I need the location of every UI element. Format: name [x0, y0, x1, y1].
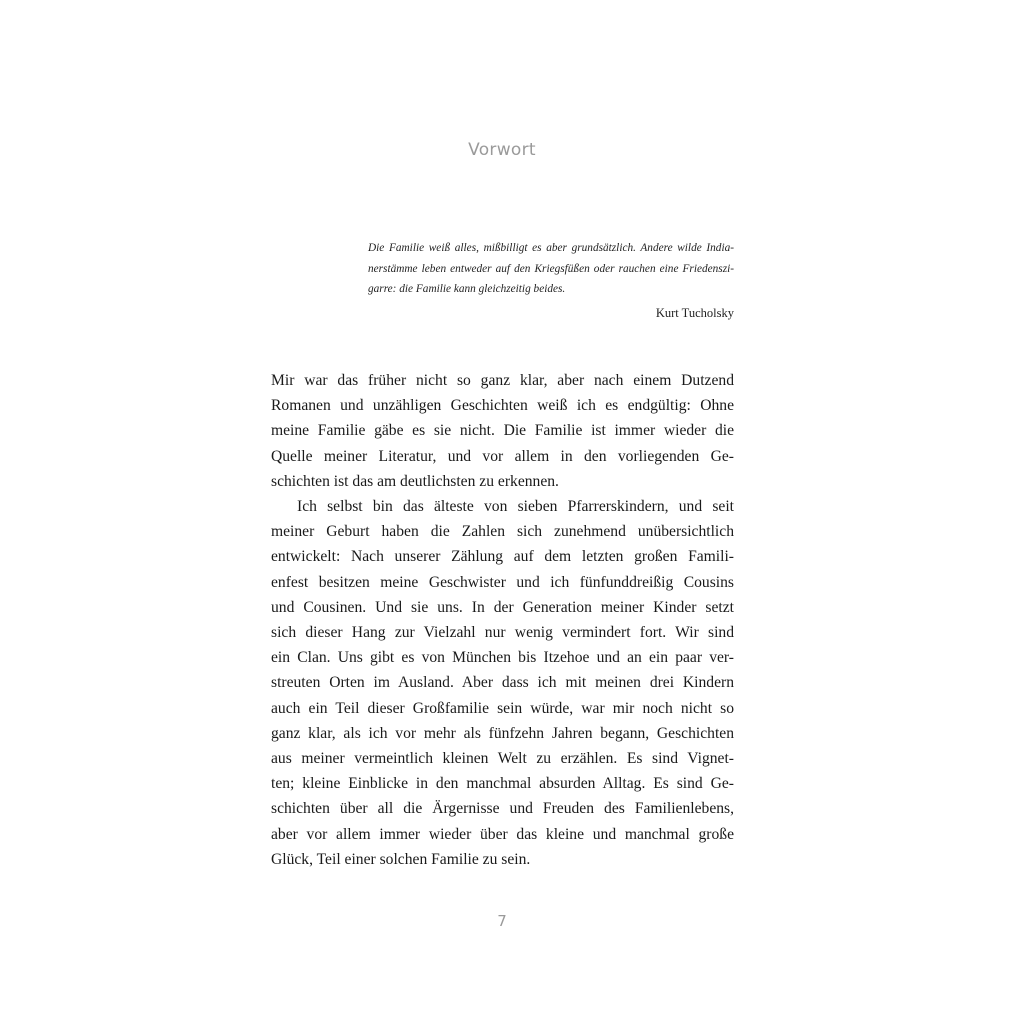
text-line: schichten ist das am deutlichsten zu erkennen.: [271, 472, 559, 490]
text-line: sich dieser Hang zur Vielzahl nur wenig vermindert fort. Wir sind: [271, 624, 734, 642]
text-line: meine Familie gäbe es sie nicht. Die Familie ist immer wieder die: [271, 422, 734, 440]
text-line: enfest besitzen meine Geschwister und ich fünfunddreißig Cousins: [271, 573, 734, 591]
text-line: ein Clan. Uns gibt es von München bis Itzehoe und an ein paar ver-: [271, 649, 734, 667]
text-line: auch ein Teil dieser Großfamilie sein würde, war mir noch nicht so: [271, 699, 734, 717]
text-line: aber vor allem immer wieder über das kleine und manchmal große: [271, 825, 734, 843]
chapter-title: Vorwort: [468, 140, 536, 160]
page-number: 7: [497, 912, 507, 930]
text-line: aus meiner vermeintlich kleinen Welt zu erzählen. Es sind Vignet-: [271, 750, 734, 768]
text-line: entwickelt: Nach unserer Zählung auf dem letzten großen Famili-: [271, 548, 734, 566]
body-text: [271, 368, 734, 872]
text-line: ten; kleine Einblicke in den manchmal absurden Alltag. Es sind Ge-: [271, 775, 734, 793]
epigraph-author: Kurt Tucholsky: [655, 305, 734, 320]
epigraph-line: nerstämme leben entweder auf den Kriegsfüßen oder rauchen eine Friedenszi-: [368, 262, 734, 275]
epigraph-line: garre: die Familie kann gleichzeitig beides.: [368, 283, 566, 295]
text-line: meiner Geburt haben die Zahlen sich zunehmend unübersichtlich: [271, 523, 734, 541]
text-line: Mir war das früher nicht so ganz klar, aber nach einem Dutzend: [271, 372, 734, 389]
text-line: streuten Orten im Ausland. Aber dass ich mit meinen drei Kindern: [271, 674, 734, 692]
epigraph: [368, 238, 734, 323]
text-line: und Cousinen. Und sie uns. In der Generation meiner Kinder setzt: [271, 598, 734, 616]
text-line: Ich selbst bin das älteste von sieben Pfarrerskindern, und seit: [297, 498, 734, 516]
text-line: Glück, Teil einer solchen Familie zu sein.: [271, 850, 531, 868]
text-line: Quelle meiner Literatur, und vor allem in den vorliegenden Ge-: [271, 447, 734, 465]
text-line: ganz klar, als ich vor mehr als fünfzehn Jahren begann, Geschichten: [271, 724, 734, 742]
text-line: Romanen und unzähligen Geschichten weiß ich es endgültig: Ohne: [271, 397, 734, 415]
epigraph-line: Die Familie weiß alles, mißbilligt es aber grundsätzlich. Andere wilde India-: [368, 242, 734, 254]
text-line: schichten über all die Ärgernisse und Freuden des Familienlebens,: [271, 800, 734, 818]
